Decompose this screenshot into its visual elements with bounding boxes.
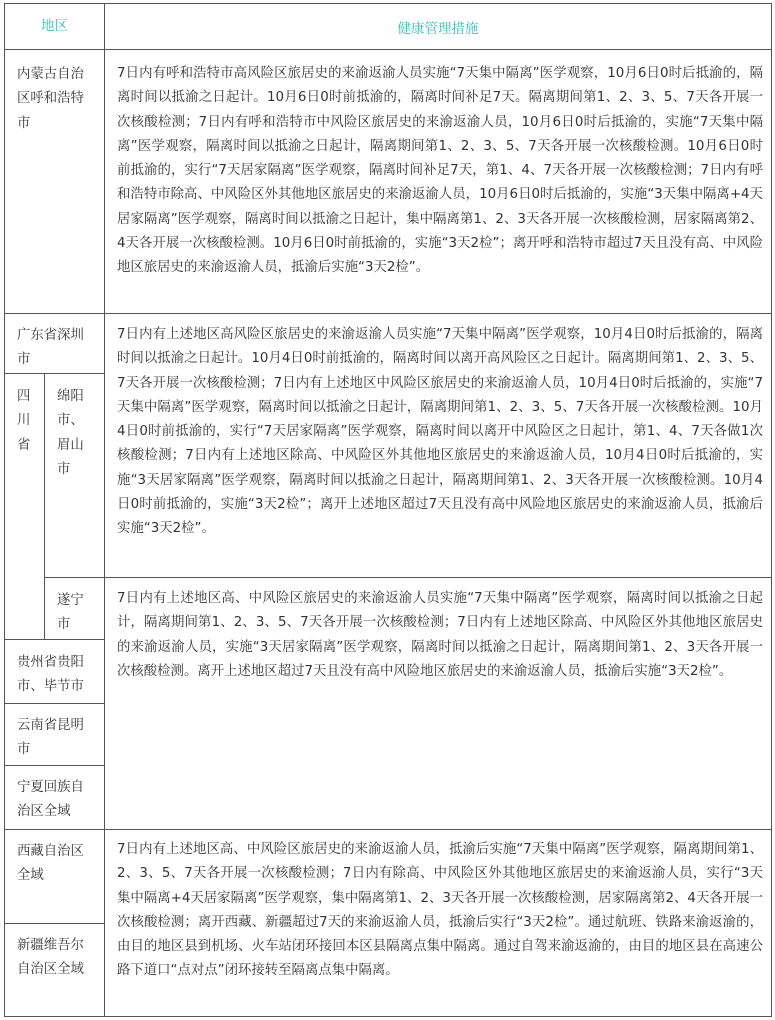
table-border-right	[771, 3, 772, 1017]
row-divider	[4, 923, 104, 924]
region-yunnan: 云南省昆明市	[17, 718, 84, 758]
row-divider	[4, 703, 104, 704]
row-divider	[4, 765, 104, 766]
row-divider	[4, 373, 104, 374]
row-divider	[4, 49, 772, 50]
region-ningxia: 宁夏回族自治区全域	[17, 780, 84, 820]
header-region: 地区	[41, 18, 68, 34]
region-xinjiang: 新疆维吾尔自治区全域	[17, 938, 84, 978]
region-guangdong-shenzhen: 广东省深圳市	[17, 328, 84, 368]
region-guizhou: 贵州省贵阳市、毕节市	[17, 655, 84, 695]
region-inner-mongolia: 内蒙古自治区呼和浩特市	[17, 67, 84, 131]
table-border-bottom	[4, 1016, 772, 1017]
row-divider	[4, 639, 104, 640]
region-mianyang-meishan: 绵阳市、眉山市	[57, 389, 84, 477]
measures-suining-guizhou-yunnan-ningxia: 7日内有上述地区高、中风险区旅居史的来渝返渝人员实施“7天集中隔离”医学观察，隔离时间以抵渝之日起计，隔离期间第1、2、3、5、7天各开展一次核酸检测；7日内有上述地区除高、中风险区外其他地区旅居史的来渝返渝人员，实施“3天居家隔离”医学观察，隔离时间以抵渝之日起计，隔离期间第1、2、3天各开展一次核酸检测。离开上述地区超过7天且没有高中风险地区旅居史的来渝返渝人员，抵渝后实施“3天2检”。	[117, 591, 763, 679]
row-divider	[4, 829, 772, 830]
measures-guangdong-sichuan: 7日内有上述地区高风险区旅居史的来渝返渝人员实施“7天集中隔离”医学观察，10月4日0时后抵渝的，隔离时间以抵渝之日起计。10月4日0时前抵渝的，隔离时间以离开高风险区之日起计。隔离期间第1、2、3、5、7天各开展一次核酸检测；7日内有上述地区中风险区旅居史的来渝返渝人员，10月4日0时后抵渝的，实施“7天集中隔离”医学观察，隔离时间以抵渝之日起计，隔离期间第1、2、3、5、7天各开展一次核酸检测。10月4日0时前抵渝的，实行“7天居家隔离”医学观察，隔离时间以离开中风险区之日起计，第1、4、7天各做1次核酸检测；7日内有上述地区除高、中风险区外其他地区旅居史的来渝返渝人员，10月4日0时后抵渝的，实施“3天居家隔离”医学观察，隔离时间以抵渝之日起计，隔离期间第1、2、3天各开展一次核酸检测。10月4日0时前抵渝的，实施“3天2检”；离开上述地区超过7天且没有高中风险地区旅居史的来渝返渝人员，抵渝后实施“3天2检”。	[117, 327, 763, 537]
region-sichuan: 四川省	[17, 389, 31, 453]
measures-inner-mongolia: 7日内有呼和浩特市高风险区旅居史的来渝返渝人员实施“7天集中隔离”医学观察，10月6日0时后抵渝的，隔离时间以抵渝之日起计。10月6日0时前抵渝的，隔离时间补足7天。隔离期间第1、2、3、5、7天各开展一次核酸检测；7日内有呼和浩特市中风险区旅居史的来渝返渝人员，10月6日0时后抵渝的，实施“7天集中隔离”医学观察，隔离时间以抵渝之日起计，隔离期间第1、2、3、5、7天各开展一次核酸检测。10月6日0时前抵渝的，实行“7天居家隔离”医学观察，隔离时间补足7天，第1、4、7天各开展一次核酸检测；7日内有呼和浩特市除高、中风险区外其他地区旅居史的来渝返渝人员，10月6日0时后抵渝的，实施“3天集中隔离+4天居家隔离”医学观察，隔离时间以抵渝之日起计，集中隔离第1、2、3天各开展一次核酸检测，居家隔离第2、4天各开展一次核酸检测。10月6日0时前抵渝的，实施“3天2检”；离开呼和浩特市超过7天且没有高、中风险地区旅居史的来渝返渝人员，抵渝后实施“3天2检”。	[117, 66, 763, 276]
row-divider	[44, 577, 772, 578]
header-measures: 健康管理措施	[397, 21, 479, 37]
region-suining: 遂宁市	[57, 593, 84, 633]
measures-tibet-xinjiang: 7日内有上述地区高、中风险区旅居史的来渝返渝人员，抵渝后实施“7天集中隔离”医学观察，隔离期间第1、2、3、5、7天各开展一次核酸检测；7日内有除高、中风险区外其他地区旅居史的来渝返渝人员，实行“3天集中隔离+4天居家隔离”医学观察，集中隔离第1、2、3天各开展一次核酸检测，居家隔离第2、4天各开展一次核酸检测；离开西藏、新疆超过7天的来渝返渝人员，抵渝后实行“3天2检”。通过航班、铁路来渝返渝的，由目的地区县到机场、火车站闭环接回本区县隔离点集中隔离。通过自驾来渝返渝的，由目的地区县在高速公路下道口“点对点”闭环接转至隔离点集中隔离。	[117, 842, 763, 979]
region-tibet: 西藏自治区全域	[17, 844, 84, 884]
table-border-top	[4, 3, 772, 4]
row-divider	[4, 313, 772, 314]
